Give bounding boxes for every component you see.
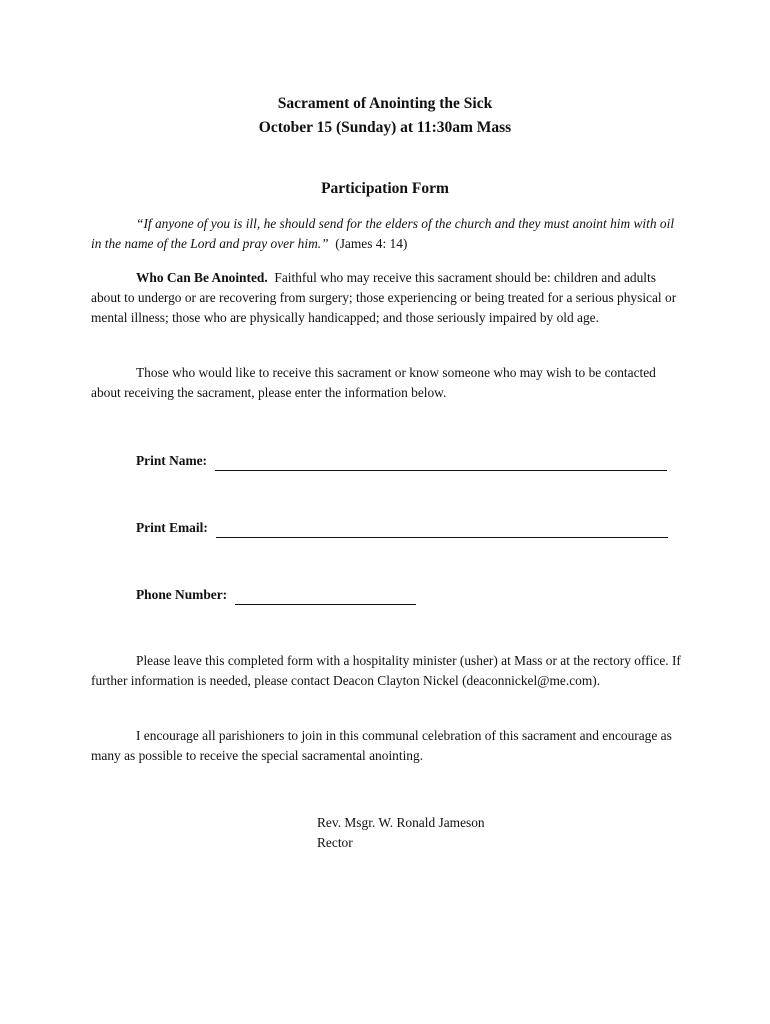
- encourage-paragraph: [91, 726, 681, 766]
- instructions-text: Those who would like to receive this sacrament or know someone who may wish to be contacted about receiving the sacrament, please enter the information below.: [91, 365, 656, 400]
- form-title: Participation Form: [321, 180, 449, 197]
- email-input-line[interactable]: [216, 523, 668, 538]
- scripture-quote: [91, 214, 681, 254]
- encourage-text: I encourage all parishioners to join in this communal celebration of this sacrament and encourage as many as possible to receive the special sacramental anointing.: [91, 728, 672, 763]
- eligibility-paragraph: [91, 268, 681, 328]
- leave-form-text: Please leave this completed form with a hospitality minister (usher) at Mass or at the rectory office. If further information is needed, please contact Deacon Clayton Nickel (deaconnickel@me.com).: [91, 653, 681, 688]
- eligibility-text: Faithful who may receive this sacrament should be: children and adults about to undergo or are recovering from surgery; those experiencing or being treated for a serious physical or mental illness; those who are physically handicapped; and those seriously impaired by old age.: [91, 270, 677, 325]
- instructions-paragraph: [91, 363, 681, 403]
- signature-title: Rector: [317, 835, 353, 850]
- email-field: [136, 518, 668, 538]
- eligibility-heading: Who Can Be Anointed.: [136, 270, 268, 285]
- phone-field: [136, 585, 416, 605]
- document-title: Sacrament of Anointing the Sick: [277, 95, 493, 112]
- name-label: Print Name:: [136, 453, 208, 468]
- signature-name: Rev. Msgr. W. Ronald Jameson: [317, 815, 485, 830]
- email-label: Print Email:: [136, 520, 208, 535]
- leave-form-paragraph: [91, 651, 681, 691]
- phone-label: Phone Number:: [136, 587, 228, 602]
- name-input-line[interactable]: [215, 456, 667, 471]
- phone-input-line[interactable]: [235, 590, 416, 605]
- name-field: [136, 451, 667, 471]
- quote-text: “If anyone of you is ill, he should send for the elders of the church and they must anoint him with oil in the name of the Lord and pray over him.”: [91, 216, 675, 251]
- event-date-line: October 15 (Sunday) at 11:30am Mass: [258, 119, 512, 136]
- quote-citation: (James 4: 14): [335, 236, 408, 251]
